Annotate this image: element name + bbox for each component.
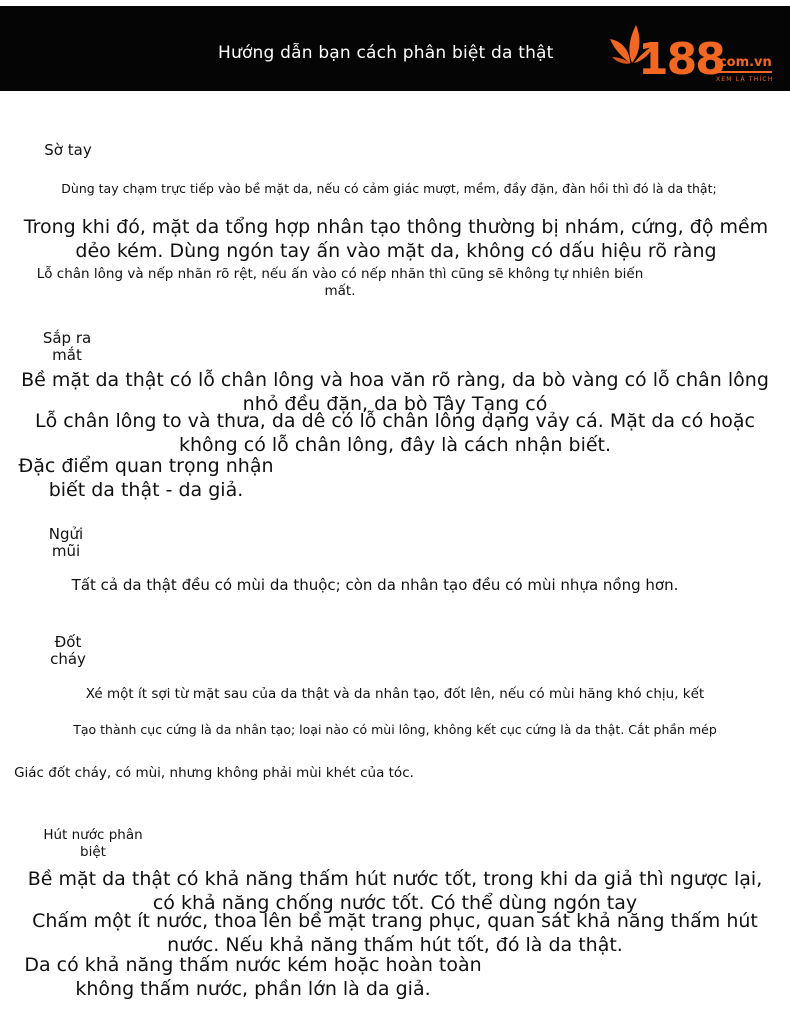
section-heading-look: Sắp ra mắt (42, 329, 92, 364)
touch-text-2: Trong khi đó, mặt da tổng hợp nhân tạo thông thường bị nhám, cứng, độ mềm dẻo kém. Dùng ngón tay ấn vào mặt da, không có dấu hiệu rõ ràng (23, 216, 769, 262)
brand-logo[interactable] (606, 19, 790, 91)
look-text-3: Đặc điểm quan trọng nhận biết da thật - da giả. (18, 455, 274, 501)
water-text-1: Bề mặt da thật có khả năng thấm hút nước tốt, trong khi da giả thì ngược lại, có khả năng chống nước tốt. Có thể dùng ngón tay (27, 868, 763, 914)
page-title: Hướng dẫn bạn cách phân biệt da thật (218, 43, 554, 63)
page-header (0, 6, 790, 91)
smell-text-1: Tất cả da thật đều có mùi da thuộc; còn da nhân tạo đều có mùi nhựa nồng hơn. (71, 576, 679, 594)
section-heading-water: Hút nước phân biệt (43, 827, 143, 860)
water-text-3: Da có khả năng thấm nước kém hoặc hoàn toàn không thấm nước, phần lớn là da giả. (24, 954, 482, 1000)
burn-text-1: Xé một ít sợi từ mặt sau của da thật và da nhân tạo, đốt lên, nếu có mùi hăng khó chịu, kết (85, 686, 705, 702)
section-heading-touch: Sờ tay (44, 141, 92, 159)
section-heading-burn: Đốt cháy (50, 633, 86, 668)
water-text-2: Chấm một ít nước, thoa lên bề mặt trang phục, quan sát khả năng thấm hút nước. Nếu khả năng thấm hút tốt, đó là da thật. (32, 910, 758, 956)
look-text-1: Bề mặt da thật có lỗ chân lông và hoa văn rõ ràng, da bò vàng có lỗ chân lông nhỏ đều đặn, da bò Tây Tạng có (21, 369, 769, 415)
touch-text-1: Dùng tay chạm trực tiếp vào bề mặt da, nếu có cảm giác mượt, mềm, đầy đặn, đàn hồi thì đó là da thật; (61, 181, 717, 196)
look-text-2: Lỗ chân lông to và thưa, da dê có lỗ chân lông dạng vảy cá. Mặt da có hoặc không có lỗ chân lông, đây là cách nhận biết. (35, 410, 755, 456)
logo-domain: .com.vn (714, 56, 772, 73)
logo-number: 188 (638, 34, 724, 85)
section-heading-smell: Ngửi mũi (48, 525, 84, 560)
burn-text-2: Tạo thành cục cứng là da nhân tạo; loại nào có mùi lông, không kết cục cứng là da thật. Cắt phần mép (73, 722, 717, 737)
logo-tagline: XEM LÀ THÍCH (716, 76, 774, 83)
touch-text-3: Lỗ chân lông và nếp nhăn rõ rệt, nếu ấn vào có nếp nhăn thì cũng sẽ không tự nhiên biến mất. (36, 266, 644, 299)
burn-text-3: Giác đốt cháy, có mùi, nhưng không phải mùi khét của tóc. (14, 765, 414, 781)
